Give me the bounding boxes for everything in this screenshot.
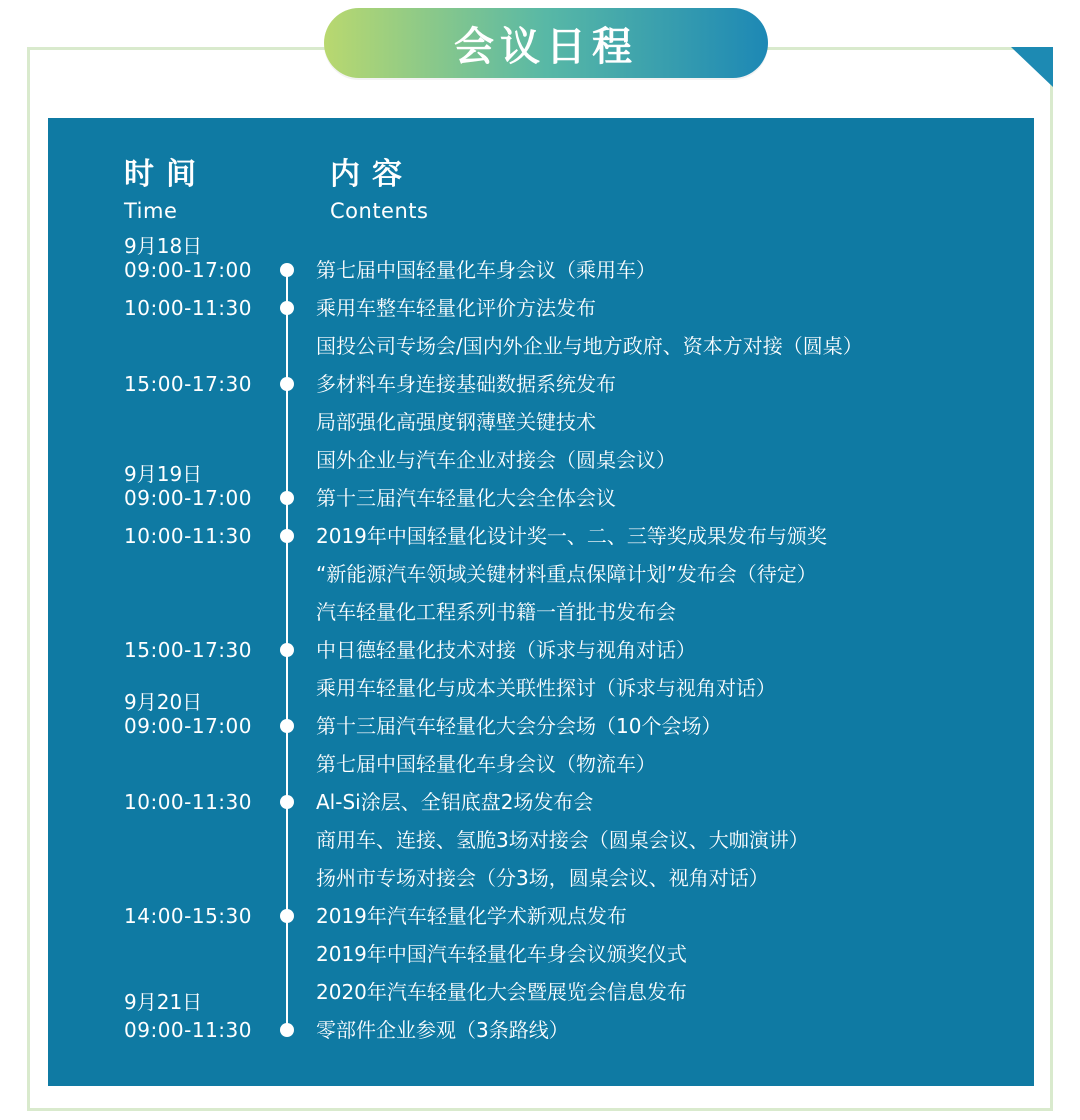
agenda-item: 2020年汽车轻量化大会暨展览会信息发布: [316, 980, 687, 1004]
timeline-dot: [280, 263, 294, 277]
agenda-item: 第十三届汽车轻量化大会分会场（10个会场）: [316, 714, 722, 738]
timeline-dot: [280, 377, 294, 391]
agenda-item: 局部强化高强度钢薄壁关键技术: [316, 410, 596, 434]
timeline-dot: [280, 491, 294, 505]
agenda-item: “新能源汽车领域关键材料重点保障计划”发布会（待定）: [316, 562, 817, 586]
title-banner: [324, 8, 768, 78]
content-column-header: [330, 158, 428, 224]
agenda-item: 多材料车身连接基础数据系统发布: [316, 372, 616, 396]
agenda-item: Al-Si涂层、全铝底盘2场发布会: [316, 790, 594, 814]
agenda-item: 乘用车整车轻量化评价方法发布: [316, 296, 596, 320]
timeline-dot: [280, 795, 294, 809]
agenda-item: 第十三届汽车轻量化大会全体会议: [316, 486, 616, 510]
agenda-item: 第七届中国轻量化车身会议（乘用车）: [316, 258, 656, 282]
agenda-item: 零部件企业参观（3条路线）: [316, 1018, 569, 1042]
timeline-dot: [280, 909, 294, 923]
agenda-item: 国外企业与汽车企业对接会（圆桌会议）: [316, 448, 676, 472]
time-column-header: [124, 158, 208, 224]
agenda-item: 商用车、连接、氢脆3场对接会（圆桌会议、大咖演讲）: [316, 828, 809, 852]
timeline-dot: [280, 1023, 294, 1037]
agenda-item: 扬州市专场对接会（分3场，圆桌会议、视角对话）: [316, 866, 769, 890]
page-title: 会议日程: [454, 23, 638, 70]
agenda-item: 2019年中国汽车轻量化车身会议颁奖仪式: [316, 942, 687, 966]
time-label: 15:00-17:30: [124, 638, 252, 662]
agenda-item: 中日德轻量化技术对接（诉求与视角对话）: [316, 638, 696, 662]
date-label: 9月21日: [124, 990, 203, 1014]
corner-fold: [1011, 47, 1053, 87]
time-label: 10:00-11:30: [124, 790, 252, 814]
time-label: 09:00-17:00: [124, 258, 252, 282]
time-header-en: Time: [124, 199, 178, 223]
agenda-item: 国投公司专场会/国内外企业与地方政府、资本方对接（圆桌）: [316, 334, 863, 358]
timeline-dot: [280, 719, 294, 733]
agenda-item: 2019年汽车轻量化学术新观点发布: [316, 904, 627, 928]
time-label: 09:00-17:00: [124, 486, 252, 510]
agenda-item: 汽车轻量化工程系列书籍一首批书发布会: [316, 600, 676, 624]
date-label: 9月20日: [124, 690, 203, 714]
timeline-dot: [280, 301, 294, 315]
date-label: 9月19日: [124, 462, 203, 486]
time-label: 09:00-17:00: [124, 714, 252, 738]
timeline-dot: [280, 643, 294, 657]
time-label: 09:00-11:30: [124, 1018, 252, 1042]
content-header-en: Contents: [330, 199, 429, 223]
content-header-cn: 内容: [330, 157, 414, 192]
agenda-item: 2019年中国轻量化设计奖一、二、三等奖成果发布与颁奖: [316, 524, 827, 548]
time-label: 10:00-11:30: [124, 524, 252, 548]
time-label: 15:00-17:30: [124, 372, 252, 396]
timeline-dot: [280, 529, 294, 543]
time-header-cn: 时间: [124, 157, 208, 192]
agenda-item: 第七届中国轻量化车身会议（物流车）: [316, 752, 656, 776]
time-label: 10:00-11:30: [124, 296, 252, 320]
agenda-item: 乘用车轻量化与成本关联性探讨（诉求与视角对话）: [316, 676, 776, 700]
time-label: 14:00-15:30: [124, 904, 252, 928]
date-label: 9月18日: [124, 234, 203, 258]
